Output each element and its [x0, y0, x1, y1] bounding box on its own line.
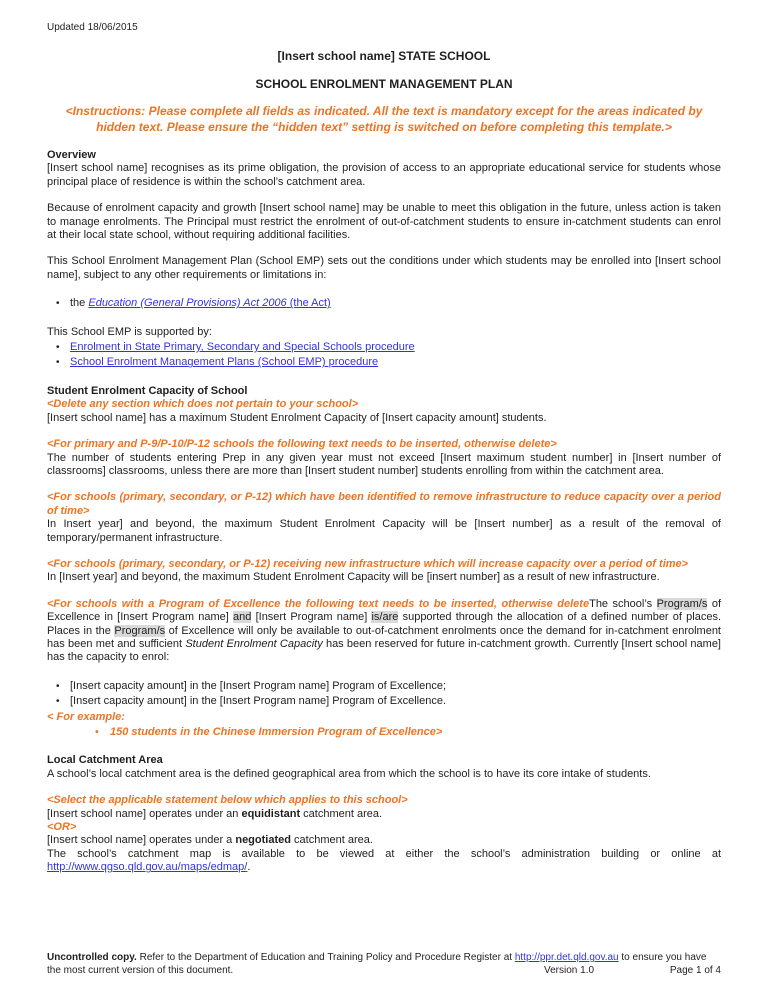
bullet-marker: • — [56, 357, 60, 369]
paragraph — [47, 598, 721, 665]
text-segment: <For schools with a Program of Excellence the following text needs to be inserted, otherwise delete — [47, 597, 590, 610]
section-heading — [47, 385, 721, 398]
text-segment: the — [70, 297, 89, 310]
updated-date: Updated 18/06/2015 — [47, 22, 138, 33]
document-body — [47, 149, 721, 875]
spacer — [47, 282, 721, 295]
link[interactable]: School Enrolment Management Plans (School EMP) procedure — [70, 356, 379, 369]
text-segment: supported through the allocation of a defined number of places. Places in the — [47, 611, 722, 637]
bullet-text — [70, 695, 721, 708]
paragraph — [47, 518, 721, 545]
paragraph — [47, 848, 721, 875]
bullet-item — [47, 297, 721, 310]
instruction-text — [47, 711, 721, 724]
bullet-marker: • — [56, 298, 60, 310]
text-segment: In [Insert year] and beyond, the maximum Student Enrolment Capacity will be [insert number] as a result of new infrastructure. — [47, 571, 660, 584]
paragraph — [47, 412, 721, 425]
bullet-item — [47, 356, 721, 369]
text-segment: [Insert school name] operates under a — [47, 834, 236, 847]
text-segment: Student Enrolment Capacity of School — [47, 384, 248, 397]
text-segment: <For schools (primary, secondary, or P-12) receiving new infrastructure which will increase capacity over a period of time> — [47, 557, 689, 570]
ppr-register-link[interactable]: http://ppr.det.qld.gov.au — [514, 952, 619, 963]
text-segment: In Insert year] and beyond, the maximum Student Enrolment Capacity will be [Insert number] as a result of the removal of temporary/permanent infrastructure. — [47, 518, 721, 544]
link[interactable]: http://www.qgso.qld.gov.au/maps/edmap/ — [47, 861, 248, 874]
text-segment: of Excellence will only be available to out-of-catchment enrolments once the demand for in-catchment enrolment has been met and sufficient — [47, 624, 721, 650]
text-segment: This School Enrolment Management Plan (School EMP) sets out the conditions under which students may be enrolled into [Insert school name], subject to any other requirements or limitations in: — [47, 255, 721, 281]
text-segment: [Insert Program name] — [251, 611, 372, 624]
section-heading — [47, 754, 721, 767]
text-segment: equidistant — [241, 807, 301, 820]
spacer — [47, 425, 721, 438]
text-segment: [Insert school name] operates under an — [47, 807, 242, 820]
text-segment: <For schools (primary, secondary, or P-12) which have been identified to remove infrastructure to reduce capacity over a period of time> — [47, 491, 721, 517]
footer-notice — [47, 951, 721, 977]
paragraph — [47, 326, 721, 339]
bullet-text — [110, 726, 721, 739]
text-segment: This School EMP is supported by: — [47, 325, 212, 338]
text-segment: A school’s local catchment area is the defined geographical area from which the school is to have its core intake of students. — [47, 767, 651, 780]
text-segment: <Delete any section which does not pertain to your school> — [47, 398, 359, 411]
text-segment: The school’s — [589, 597, 657, 610]
instruction-text — [47, 491, 721, 518]
instruction-text — [47, 398, 721, 411]
text-segment: <For primary and P-9/P-10/P-12 schools the following text needs to be inserted, otherwise delete> — [47, 438, 557, 451]
example-bullet-item — [47, 726, 721, 739]
bullet-text — [70, 341, 721, 354]
spacer — [47, 189, 721, 202]
spacer — [47, 545, 721, 558]
paragraph — [47, 768, 721, 781]
bullet-marker: • — [56, 342, 60, 354]
document-title: SCHOOL ENROLMENT MANAGEMENT PLAN — [255, 77, 513, 91]
paragraph — [47, 834, 721, 847]
text-segment: The number of students entering Prep in any given year must not exceed [Insert maximum student number] in [Insert number of classrooms] classrooms, unless there are more than [Insert student number] students enrolling from within the catchment area. — [47, 451, 721, 477]
footer-text-segment: to ensure you have the most current version of this document. — [47, 952, 707, 976]
text-segment: [Insert capacity amount] in the [Insert Program name] Program of Excellence. — [70, 695, 447, 708]
bullet-item — [47, 695, 721, 708]
bullet-text — [70, 297, 721, 310]
text-segment: and — [233, 611, 252, 624]
paragraph — [47, 571, 721, 584]
bullet-marker: • — [56, 680, 60, 692]
page-number-label: Page 1 of 4 — [669, 965, 721, 976]
spacer — [47, 781, 721, 794]
paragraph — [47, 808, 721, 821]
text-segment: 150 students in the Chinese Immersion Program of Excellence> — [110, 726, 443, 738]
spacer — [47, 478, 721, 491]
text-segment: of Excellence in [Insert Program name] — [47, 597, 722, 624]
instruction-text — [47, 438, 721, 451]
text-segment: Overview — [47, 149, 96, 161]
template-instructions: <Instructions: Please complete all fields as indicated. All the text is mandatory except for the areas indicated by hidden text. Please ensure the “hidden text” setting is switched on before completing this template.> — [65, 104, 703, 134]
text-segment: Student Enrolment Capacity — [185, 637, 323, 650]
text-segment: Program/s — [114, 624, 166, 637]
text-segment: Because of enrolment capacity and growth [Insert school name] may be unable to meet this obligation in the future, unless action is taken to manage enrolments. The Principal must restrict the enrolment of out-of-catchment students to ensure in-catchment students can enrol at their local state school, without requiring additional facilities. — [47, 202, 721, 242]
text-segment: [Insert school name] recognises as its prime obligation, the provision of access to an appropriate educational service for students whose principal place of residence is within the school’s catchment area. — [47, 162, 721, 188]
spacer — [47, 372, 721, 385]
paragraph — [47, 452, 721, 479]
text-segment: Program/s — [656, 597, 708, 610]
text-segment: [Insert school name] has a maximum Student Enrolment Capacity of [Insert capacity amount] students. — [47, 411, 547, 424]
spacer — [47, 242, 721, 255]
text-segment: <Select the applicable statement below which applies to this school> — [47, 794, 408, 807]
text-segment: < For example: — [47, 710, 125, 723]
instruction-text — [47, 558, 721, 571]
bullet-text — [70, 356, 721, 369]
text-segment: The school’s catchment map is available to be viewed at either the school’s administration building or online at — [47, 847, 721, 860]
bullet-item — [47, 680, 721, 693]
paragraph — [47, 202, 721, 242]
section-heading — [47, 149, 721, 162]
instruction-text — [47, 794, 721, 807]
page-footer — [47, 951, 721, 977]
footer-uncontrolled-label: Uncontrolled copy. — [47, 952, 137, 963]
text-segment: catchment area. — [290, 834, 373, 847]
bullet-text — [70, 680, 721, 693]
text-segment: catchment area. — [300, 807, 383, 820]
text-segment: . — [247, 861, 251, 874]
paragraph — [47, 255, 721, 282]
version-label: Version 1.0 — [544, 965, 595, 976]
text-segment: [Insert capacity amount] in the [Insert Program name] Program of Excellence; — [70, 679, 447, 692]
text-segment: negotiated — [235, 834, 291, 847]
link[interactable]: Education (General Provisions) Act 2006 — [88, 297, 287, 310]
text-segment: Local Catchment Area — [47, 754, 163, 767]
text-segment: <OR> — [47, 821, 77, 834]
spacer — [47, 585, 721, 598]
text-segment: is/are — [371, 611, 399, 624]
text-segment: has been reserved for future in-catchment growth. Currently [Insert school name] has the capacity to enrol: — [47, 637, 721, 664]
footer-text-segment: Refer to the Department of Education and Training Policy and Procedure Register at — [136, 952, 515, 963]
spacer — [47, 741, 721, 754]
link[interactable]: (the Act) — [286, 297, 331, 310]
bullet-marker: • — [56, 696, 60, 708]
bullet-item — [47, 341, 721, 354]
instruction-text — [47, 821, 721, 834]
bullet-marker: • — [95, 727, 99, 738]
school-name-title: [Insert school name] STATE SCHOOL — [277, 49, 491, 63]
spacer — [47, 665, 721, 678]
spacer — [47, 313, 721, 326]
link[interactable]: Enrolment in State Primary, Secondary and Special Schools procedure — [70, 341, 415, 354]
paragraph — [47, 162, 721, 189]
